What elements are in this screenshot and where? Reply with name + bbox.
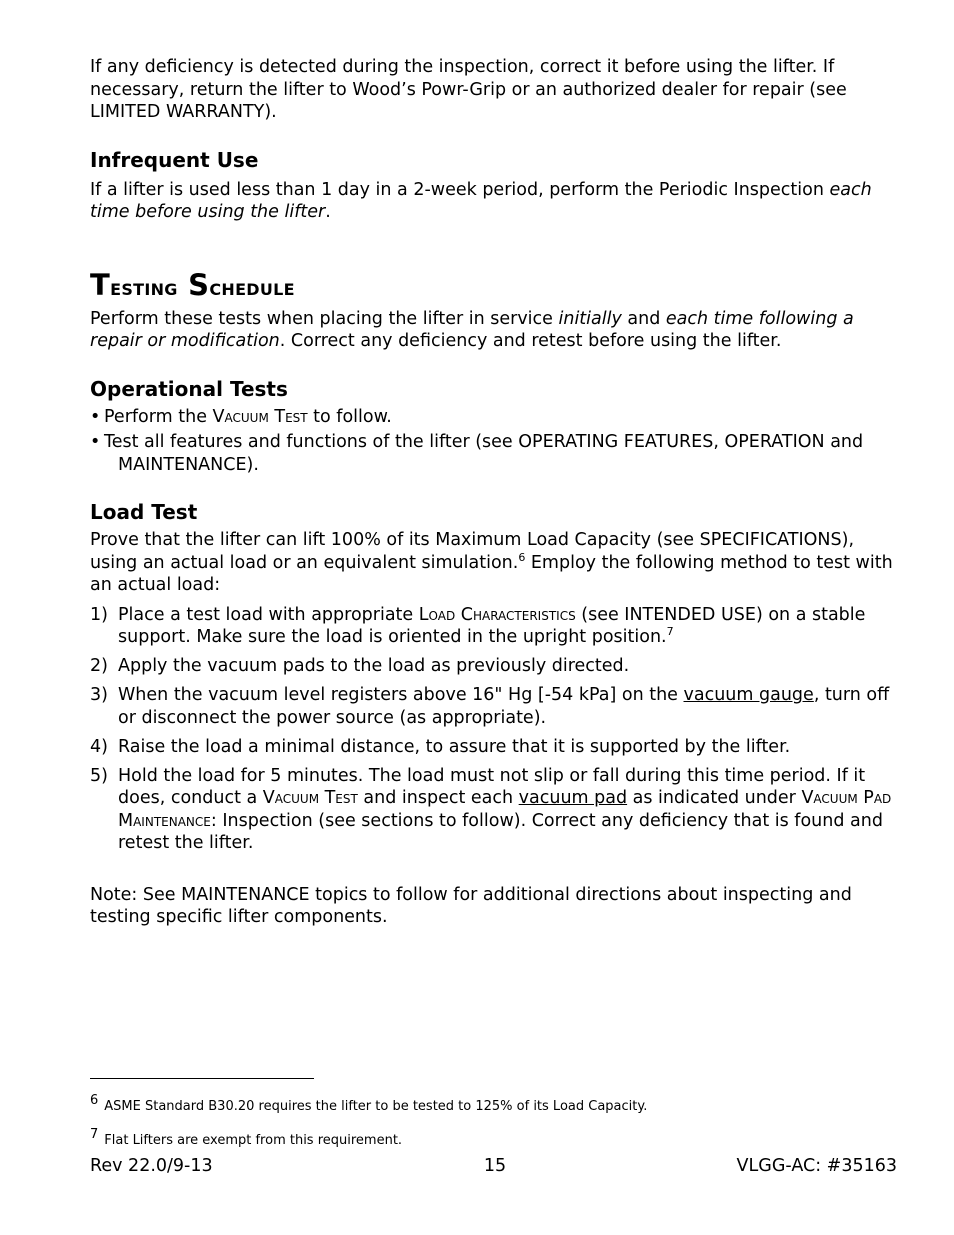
italic-run: each time before using the lifter [90, 179, 872, 222]
step-number: 5) [90, 765, 108, 786]
text-run: Employ the following method to test with an actual load: [90, 552, 893, 595]
list-item [90, 765, 900, 855]
step-number: 3) [90, 685, 108, 705]
vacuum-pad-link[interactable]: vacuum pad [518, 788, 628, 808]
list-item [90, 604, 900, 649]
text-run: and inspect each [357, 788, 519, 808]
text-run: , turn off or disconnect the power source (as appropriate). [118, 685, 890, 728]
text-run: Hold the load for 5 minutes. The load must not slip or fall during this time period. If it does, conduct a [118, 765, 866, 808]
text-run: : Inspection (see sections to follow). Correct any deficiency that is found and retest the lifter. [118, 810, 883, 853]
text-run: Perform these tests when placing the lifter in service [90, 308, 559, 329]
vacuum-gauge-link[interactable]: vacuum gauge [683, 685, 814, 705]
text-run: If a lifter is used less than 1 day in a 2-week period, perform the Periodic Inspection [90, 179, 830, 200]
document-id: VLGG-AC: #35163 [736, 1156, 897, 1176]
text-run: and [621, 308, 666, 329]
smallcaps-run: Vacuum Pad Maintenance [118, 788, 892, 831]
italic-run: each time following a repair or modification [90, 308, 854, 351]
load-test-paragraph [90, 529, 900, 597]
text-run: as indicated under [627, 788, 802, 808]
list-item [90, 684, 900, 729]
step-number: 2) [90, 656, 108, 676]
heading-load-test: Load Test [90, 500, 198, 524]
step-number: 1) [90, 604, 108, 625]
footnote-divider [90, 1078, 314, 1079]
text-run: Perform the [104, 406, 213, 427]
heading-initial: S [188, 267, 210, 302]
footnote-text: Flat Lifters are exempt from this requirement. [104, 1133, 403, 1148]
text-run: Place a test load with appropriate [118, 604, 419, 625]
heading-smallcaps: chedule [209, 274, 295, 301]
text-run: (see INTENDED USE) on a stable support. Make sure the load is oriented in the upright position. [118, 604, 866, 647]
text-run: to follow. [307, 406, 392, 427]
footnote-ref[interactable]: 7 [666, 625, 674, 639]
heading-testing-schedule [90, 268, 900, 305]
footnote-7 [90, 1126, 900, 1149]
footnote-ref[interactable]: 6 [518, 550, 526, 564]
text-run: When the vacuum level registers above 16" Hg [-54 kPa] on the [118, 685, 684, 705]
step-number: 4) [90, 736, 108, 757]
footnote-6 [90, 1092, 900, 1115]
bullet-item [90, 431, 900, 476]
footnote-mark: 6 [90, 1093, 99, 1108]
intro-paragraph: If any deficiency is detected during the inspection, correct it before using the lifter. If necessary, return the lifter to Wood’s Powr-Grip or an authorized dealer for repair (see LIMITED WARRANTY). [90, 57, 847, 122]
note-paragraph: Note: See MAINTENANCE topics to follow for additional directions about inspecting and testing specific lifter components. [90, 884, 852, 927]
text-run: . Correct any deficiency and retest before using the lifter. [279, 331, 782, 351]
list-item [90, 736, 900, 759]
heading-initial: T [90, 267, 111, 302]
footnote-mark: 7 [90, 1127, 99, 1142]
testing-schedule-paragraph [90, 308, 900, 353]
page-footer [90, 1156, 897, 1180]
heading-infrequent-use: Infrequent Use [90, 147, 259, 172]
text-run: Prove that the lifter can lift 100% of its Maximum Load Capacity (see SPECIFICATIONS), using an actual load or an equivalent simulation. [90, 530, 855, 573]
bullet-icon: • [90, 406, 101, 427]
smallcaps-run: Vacuum Test [262, 788, 358, 808]
page-number: 15 [483, 1156, 507, 1176]
heading-smallcaps: esting [110, 274, 178, 301]
smallcaps-run: Vacuum Test [212, 406, 308, 427]
text-run: Test all features and functions of the lifter (see OPERATING FEATURES, OPERATION and MAINTENANCE). [104, 432, 864, 475]
revision-label: Rev 22.0/9-13 [90, 1156, 213, 1176]
document-body [90, 56, 900, 929]
smallcaps-run: Load Characteristics [418, 604, 576, 625]
italic-run: initially [558, 308, 622, 329]
text-run: Raise the load a minimal distance, to assure that it is supported by the lifter. [118, 736, 791, 757]
text-run: Apply the vacuum pads to the load as previously directed. [118, 656, 630, 676]
bullet-icon: • [90, 432, 101, 452]
infrequent-use-paragraph [90, 179, 900, 224]
footnotes [90, 1092, 900, 1160]
bullet-item [90, 406, 900, 429]
load-test-steps [90, 604, 900, 855]
list-item [90, 655, 900, 678]
text-run: . [325, 202, 331, 222]
heading-operational-tests: Operational Tests [90, 376, 288, 401]
footnote-text: ASME Standard B30.20 requires the lifter to be tested to 125% of its Load Capacity. [104, 1099, 648, 1114]
